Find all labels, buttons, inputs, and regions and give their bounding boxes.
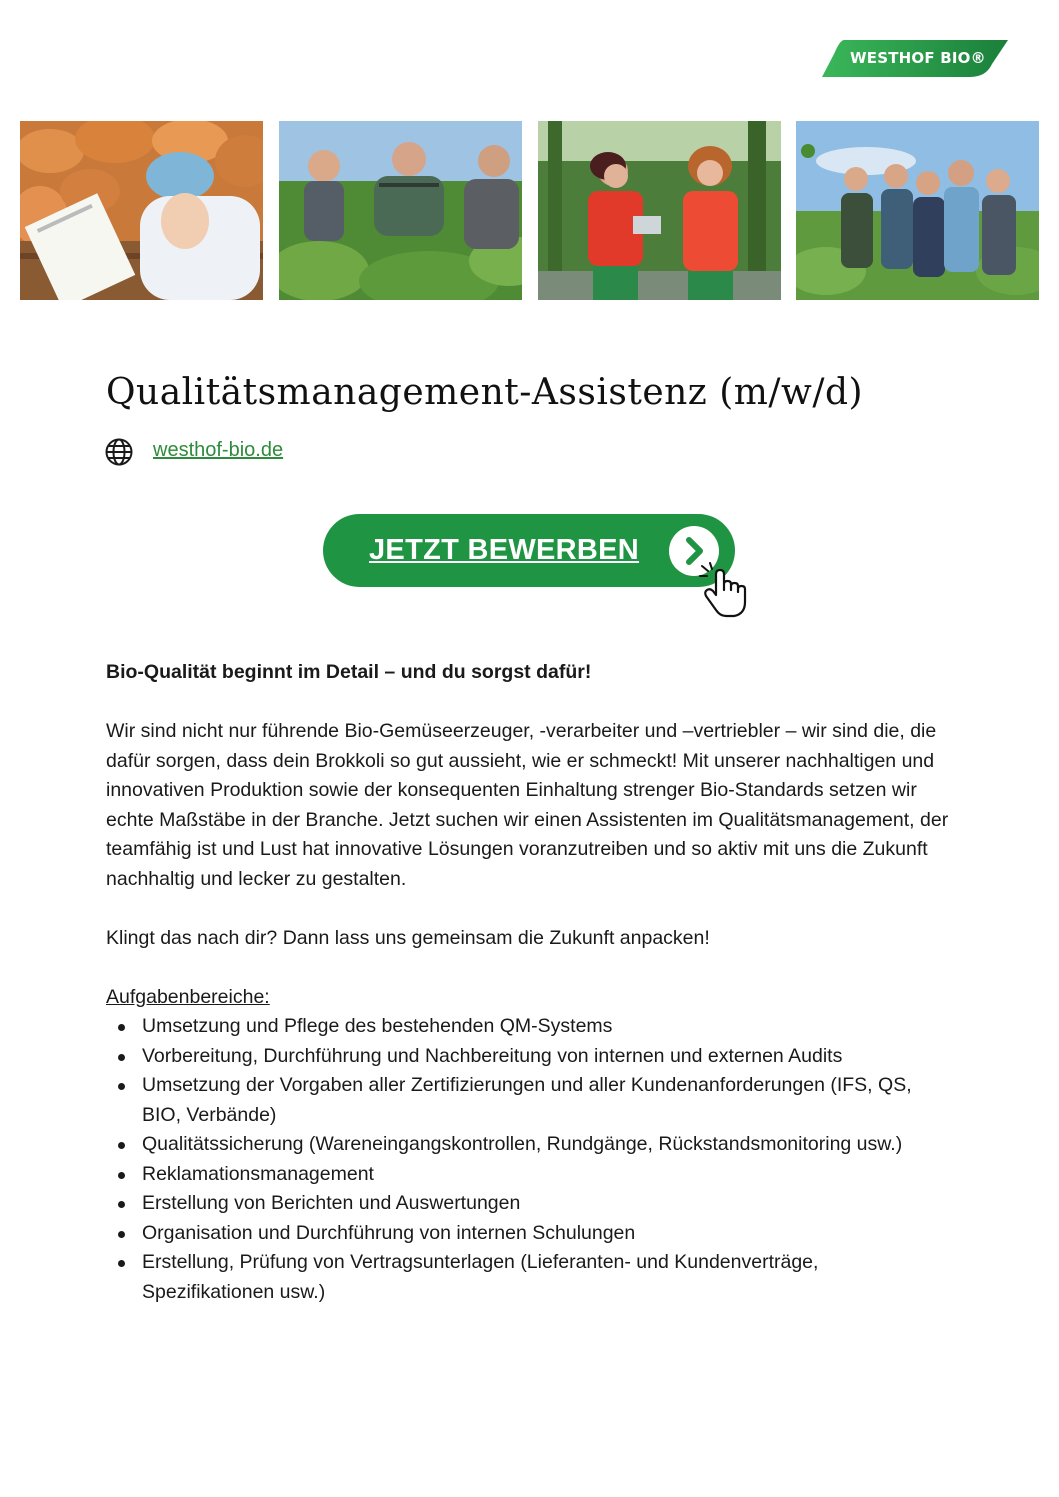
photo-greenhouse-staff <box>538 121 781 300</box>
tasks-label: Aufgabenbereiche: <box>106 985 270 1008</box>
photo-field-team <box>279 121 522 300</box>
globe-icon <box>104 437 134 467</box>
intro-paragraph: Wir sind nicht nur führende Bio-Gemüseerzeuger, -verarbeiter und –vertriebler – wir sind die, die dafür sorgen, dass dein Brokkoli so gut aussieht, wie er schmeckt! Mit unserer nachhaltigen und innovativen Produktion sowie der konsequenten Einhaltung strenger Bio-Standards setzen wir echte Maßstäbe in der Branche. Jetzt suchen wir einen Assistenten im Qualitätsmanagement, der teamfähig ist und Lust hat innovative Lösungen voranzutreiben und so aktiv mit uns die Zukunft nachhaltig und lecker zu gestalten. <box>106 720 949 890</box>
website-link[interactable]: westhof-bio.de <box>153 439 284 461</box>
headline: Bio-Qualität beginnt im Detail – und du sorgst dafür! <box>106 661 592 683</box>
photo-quality-inspection <box>20 121 263 300</box>
task-item: Organisation und Durchführung von internen Schulungen <box>142 1219 956 1249</box>
job-title: Qualitätsmanagement-Assistenz (m/w/d) <box>106 372 864 413</box>
task-item: Umsetzung der Vorgaben aller Zertifizierungen und aller Kundenanforderungen (IFS, QS, BIO, Verbände) <box>142 1071 956 1130</box>
question-paragraph: Klingt das nach dir? Dann lass uns gemeinsam die Zukunft anpacken! <box>106 926 710 949</box>
task-item: Qualitätssicherung (Wareneingangskontrollen, Rundgänge, Rückstandsmonitoring usw.) <box>142 1130 956 1160</box>
westhof-bio-logo <box>822 40 1008 77</box>
logo-text: WESTHOF BIO® <box>850 49 986 67</box>
tasks-list <box>106 1012 956 1307</box>
hand-pointer-icon <box>698 562 754 620</box>
photo-team-celebrating <box>796 121 1039 300</box>
task-item: Erstellung, Prüfung von Vertragsunterlagen (Lieferanten- und Kundenverträge, Spezifikationen usw.) <box>142 1248 956 1307</box>
apply-button[interactable] <box>323 514 735 587</box>
task-item: Erstellung von Berichten und Auswertungen <box>142 1189 956 1219</box>
task-item: Umsetzung und Pflege des bestehenden QM-Systems <box>142 1012 956 1042</box>
task-item: Vorbereitung, Durchführung und Nachbereitung von internen und externen Audits <box>142 1042 956 1072</box>
job-description <box>106 658 956 1307</box>
task-item: Reklamationsmanagement <box>142 1160 956 1190</box>
apply-button-label: JETZT BEWERBEN <box>369 534 640 566</box>
